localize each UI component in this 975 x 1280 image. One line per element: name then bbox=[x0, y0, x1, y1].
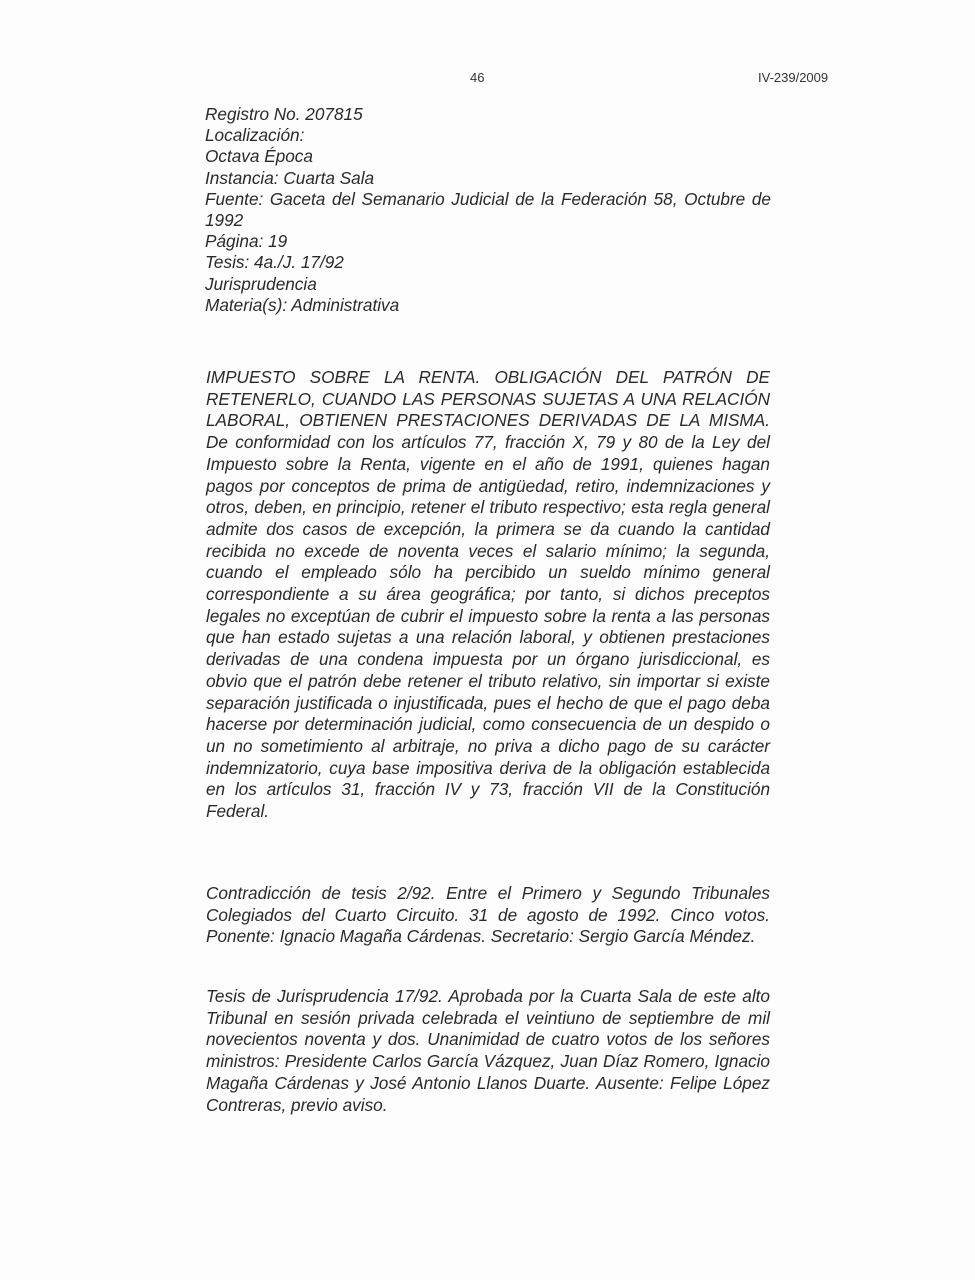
contradiccion-paragraph: Contradicción de tesis 2/92. Entre el Primero y Segundo Tribunales Colegiados del Cuarto Circuito. 31 de agosto de 1992. Cinco votos. Ponente: Ignacio Magaña Cárdenas. Secretario: Sergio García Méndez. bbox=[206, 883, 770, 947]
fuente: Fuente: Gaceta del Semanario Judicial de la Federación 58, Octubre de 1992 bbox=[205, 188, 771, 231]
tipo-jurisprudencia: Jurisprudencia bbox=[205, 273, 317, 294]
page-number: 46 bbox=[470, 70, 485, 85]
pagina: Página: 19 bbox=[205, 231, 288, 252]
thesis-body: De conformidad con los artículos 77, fracción X, 79 y 80 de la Ley del Impuesto sobre la Renta, vigente en el año de 1991, quienes hagan pagos por conceptos de prima de antigüedad, retiro, indemnizaciones y otros, deben, en principio, retener el tributo respectivo; esta regla general admite dos casos de excepción, la primera se da cuando la cantidad recibida no excede de noventa veces el salario mínimo; la segunda, cuando el empleado sólo ha percibido un sueldo mínimo general correspondiente a su área geográfica; por tanto, si dichos preceptos legales no exceptúan de cubrir el impuesto sobre la renta a las personas que han estado sujetas a una relación laboral, y obtienen prestaciones derivadas de una condena impuesta por un órgano jurisdiccional, es obvio que el patrón debe retener el tributo relativo, sin importar si existe separación justificada o injustificada, pues el hecho de que el pago deba hacerse por determinación judicial, como consecuencia de un despido o un no sometimiento al arbitraje, no priva a dicho pago de su carácter indemnizatorio, cuya base impositiva deriva de la obligación establecida en los artículos 31, fracción IV y 73, fracción VII de la Constitución Federal. bbox=[206, 432, 770, 822]
epoca: Octava Época bbox=[205, 146, 313, 167]
tesis-number: Tesis: 4a./J. 17/92 bbox=[205, 252, 344, 273]
instancia: Instancia: Cuarta Sala bbox=[205, 167, 375, 188]
localizacion-label: Localización: bbox=[205, 125, 305, 146]
document-code: IV-239/2009 bbox=[758, 70, 829, 85]
registro-number: Registro No. 207815 bbox=[205, 104, 363, 124]
tesis-jurisprudencia-paragraph: Tesis de Jurisprudencia 17/92. Aprobada por la Cuarta Sala de este alto Tribunal en sesión privada celebrada el veintiuno de septiembre de mil novecientos noventa y dos. Unanimidad de cuatro votos de los señores ministros: Presidente Carlos García Vázquez, Juan Díaz Romero, Ignacio Magaña Cárdenas y José Antonio Llanos Duarte. Ausente: Felipe López Contreras, previo aviso. bbox=[206, 986, 770, 1115]
registry-metadata bbox=[205, 104, 771, 316]
thesis-paragraph bbox=[206, 367, 770, 823]
thesis-heading: IMPUESTO SOBRE LA RENTA. OBLIGACIÓN DEL PATRÓN DE RETENERLO, CUANDO LAS PERSONAS SUJETAS A UNA RELACIÓN LABORAL, OBTIENEN PRESTACIONES DERIVADAS DE LA MISMA. bbox=[206, 367, 770, 431]
materia: Materia(s): Administrativa bbox=[205, 294, 400, 315]
